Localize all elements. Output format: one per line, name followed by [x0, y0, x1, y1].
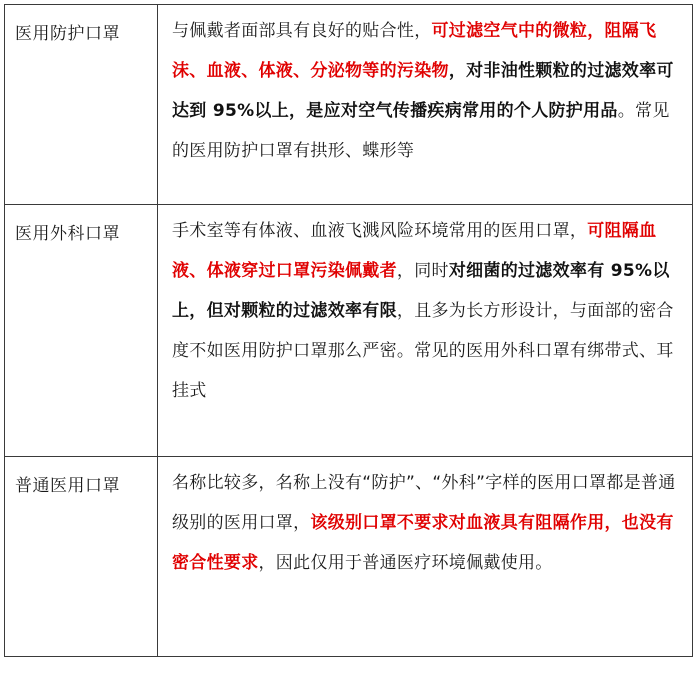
table-row — [5, 457, 693, 657]
description-text: 。常见的医用防护口罩有拱形、蝶形等 — [172, 101, 670, 161]
description-highlight-red: 该级别口罩不要求对血液具有阻隔作用，也没有密合性要求 — [172, 513, 674, 573]
description-highlight-red: 可阻隔血液、体液穿过口罩污染佩戴者 — [172, 221, 657, 281]
description-text: ，且多为长方形设计，与面部的密合度不如医用防护口罩那么严密。常见的医用外科口罩有绑带式、耳挂式 — [172, 301, 674, 401]
description-text: 手术室等有体液、血液飞溅风险环境常用的医用口罩， — [172, 221, 588, 241]
mask-description — [158, 205, 693, 457]
description-highlight-bold: 对细菌的过滤效率有 95%以上，但对颗粒的过滤效率有限 — [172, 261, 670, 321]
description-highlight-red: 可过滤空气中的微粒，阻隔飞沫、血液、体液、分泌物等的污染物 — [172, 21, 657, 81]
table-row — [5, 205, 693, 457]
description-highlight-bold: ，对非油性颗粒的过滤效率可达到 95%以上，是应对空气传播疾病常用的个人防护用品 — [172, 61, 674, 121]
mask-type-name: 医用外科口罩 — [5, 205, 158, 457]
mask-comparison-table — [4, 4, 693, 657]
mask-description — [158, 5, 693, 205]
mask-type-name: 普通医用口罩 — [5, 457, 158, 657]
mask-type-name: 医用防护口罩 — [5, 5, 158, 205]
description-text: ，因此仅用于普通医疗环境佩戴使用。 — [258, 553, 553, 573]
description-text: 名称比较多，名称上没有“防护”、“外科”字样的医用口罩都是普通级别的医用口罩， — [172, 473, 676, 533]
mask-description — [158, 457, 693, 657]
description-text: 与佩戴者面部具有良好的贴合性， — [172, 21, 432, 41]
description-text: ，同时 — [396, 261, 449, 281]
table-row — [5, 5, 693, 205]
